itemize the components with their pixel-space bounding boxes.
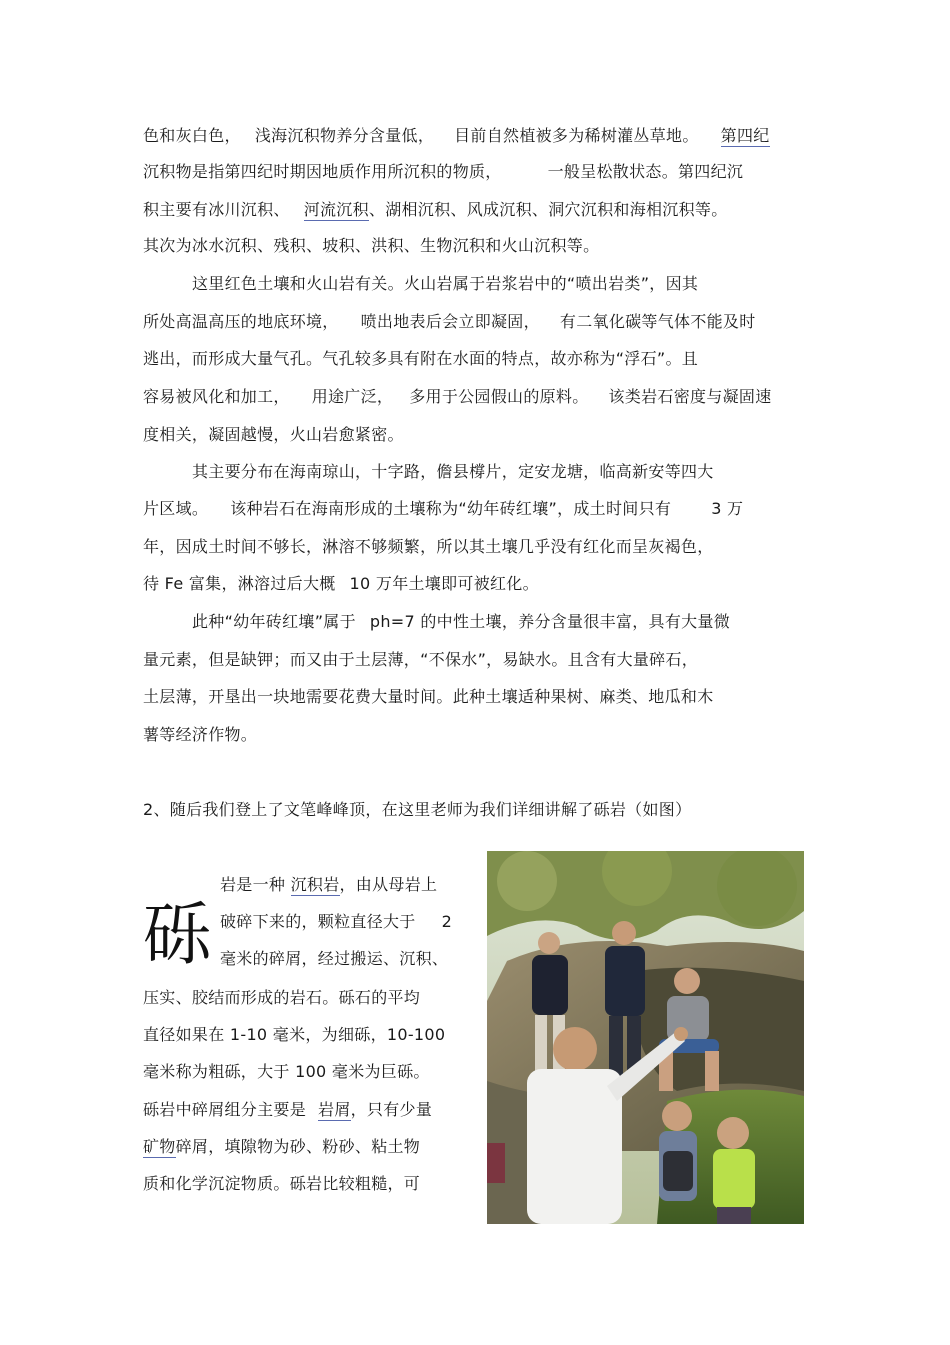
text-span: 待 Fe 富集，淋溶过后大概 [143,574,336,593]
link-sedimentary-rock[interactable]: 沉积岩 [290,875,340,894]
text-span: 3 万 [711,499,744,518]
text-span: 有二氧化碳等气体不能及时 [559,312,756,331]
paragraph-line: 薯等经济作物。 [143,725,258,744]
paragraph-line [143,574,539,594]
drop-cap: 砾 [143,896,212,975]
text-span: 该种岩石在海南形成的土壤称为“幼年砖红壤”，成土时间只有 [230,499,672,518]
paragraph-line [192,612,730,632]
paragraph-line: 量元素，但是缺钾；而又由于土层薄，“不保水”，易缺水。且含有大量碎石， [143,650,699,669]
text-span: 碎屑，填隙物为砂、粉砂、粘土物 [175,1137,421,1156]
paragraph-line [143,387,772,407]
paragraph-line: 土层薄，开垦出一块地需要花费大量时间。此种土壤适种果树、麻类、地瓜和木 [143,687,714,706]
paragraph-line [143,200,728,220]
link-rock-debris[interactable]: 岩屑 [318,1100,351,1119]
link-river-sediment[interactable]: 河流沉积 [303,200,369,219]
text-span: 10 万年土壤即可被红化。 [349,574,539,593]
text-span: 多用于公园假山的原料。 [409,387,589,406]
column-line: 毫米的碎屑，经过搬运、沉积、 [220,949,449,968]
text-span: ，只有少量 [350,1100,433,1119]
link-quaternary[interactable]: 第四纪 [720,126,770,145]
paragraph-line: 其次为冰水沉积、残积、坡积、洪积、生物沉积和火山沉积等。 [143,236,600,255]
column-line [220,875,437,895]
text-span: 2 [441,912,453,931]
text-span: ，由从母岩上 [339,875,438,894]
paragraph-line [143,126,770,146]
link-mineral[interactable]: 矿物 [143,1137,176,1156]
paragraph-line [143,312,756,332]
text-span: 积主要有冰川沉积、 [143,200,290,219]
text-span: 、湖相沉积、风成沉积、洞穴沉积和海相沉积等。 [368,200,728,219]
field-trip-photo [487,851,804,1224]
text-span: 片区域。 [143,499,209,518]
text-span: 砾岩中碎屑组分主要是 [143,1100,307,1119]
column-line: 质和化学沉淀物质。砾岩比较粗糙，可 [143,1174,421,1193]
paragraph-line: 度相关，凝固越慢，火山岩愈紧密。 [143,425,404,444]
paragraph-line: 逃出，而形成大量气孔。气孔较多具有附在水面的特点，故亦称为“浮石”。且 [143,349,699,368]
text-span: 容易被风化和加工， [143,387,290,406]
paragraph-line: 这里红色土壤和火山岩有关。火山岩属于岩浆岩中的“喷出岩类”，因其 [192,274,699,293]
column-line [143,1137,420,1157]
text-span: 破碎下来的，颗粒直径大于 [220,912,416,931]
photo-illustration [487,851,804,1224]
paragraph-line [143,162,743,182]
text-span: 喷出地表后会立即凝固， [360,312,540,331]
text-span: 所处高温高压的地底环境， [143,312,339,331]
text-span: 用途广泛， [311,387,394,406]
text-span: 色和灰白色， [143,126,241,145]
column-line: 毫米称为粗砾，大于 100 毫米为巨砾。 [143,1062,430,1081]
paragraph-line: 其主要分布在海南琼山，十字路，儋县橕片，定安龙塘，临高新安等四大 [192,462,714,481]
column-line [143,1100,432,1120]
text-span: 此种“幼年砖红壤”属于 [192,612,356,631]
text-span: 浅海沉积物养分含量低， [254,126,435,145]
section-heading: 2、随后我们登上了文笔峰峰顶，在这里老师为我们详细讲解了砾岩（如图） [143,800,692,819]
text-span: 沉积物是指第四纪时期因地质作用所沉积的物质， [143,162,502,181]
text-span: 一般呈松散状态。第四纪沉 [547,162,744,181]
text-span: 岩是一种 [220,875,286,894]
column-line: 直径如果在 1-10 毫米，为细砾，10-100 [143,1025,446,1044]
column-line: 压实、胶结而形成的岩石。砾石的平均 [143,988,421,1007]
column-line [220,912,452,932]
text-span: ph=7 的中性土壤，养分含量很丰富，具有大量微 [369,612,731,631]
text-span: 目前自然植被多为稀树灌丛草地。 [454,126,699,145]
text-span: 该类岩石密度与凝固速 [608,387,772,406]
paragraph-line: 年，因成土时间不够长，淋溶不够频繁，所以其土壤几乎没有红化而呈灰褐色， [143,537,714,556]
paragraph-line [143,499,743,519]
